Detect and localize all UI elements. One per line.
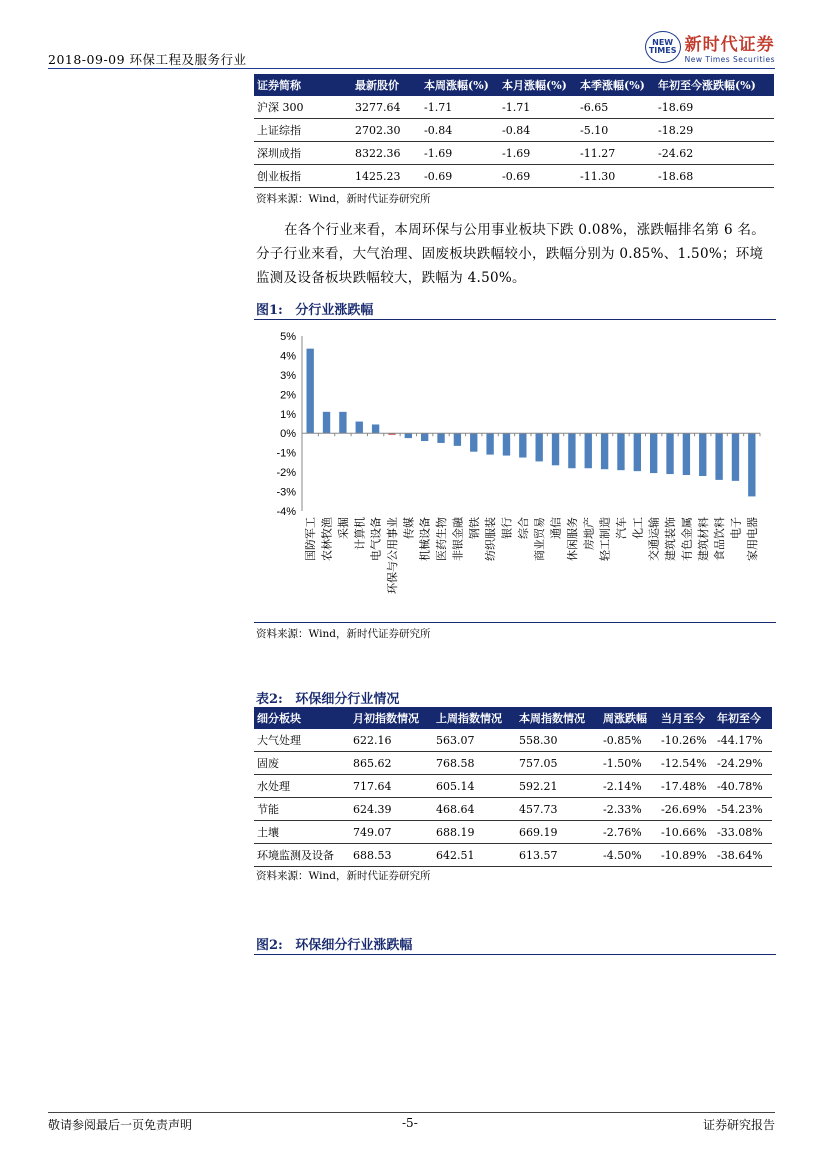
category-label: 电子 xyxy=(729,517,743,539)
page-number: -5- xyxy=(402,1116,418,1130)
bar xyxy=(748,433,755,496)
category-label: 食品饮料 xyxy=(713,517,727,561)
y-tick-label: 3% xyxy=(280,369,296,382)
sub-industry-cell: 749.07 xyxy=(350,821,433,844)
sub-industry-cell: -2.14% xyxy=(600,775,658,798)
bar xyxy=(666,433,673,474)
bar xyxy=(535,433,542,461)
index-cell: 上证综指 xyxy=(254,119,352,142)
sub-industry-cell: 563.07 xyxy=(433,729,516,752)
col-header: 本周涨幅(%) xyxy=(421,74,499,96)
sub-industry-cell: 水处理 xyxy=(254,775,350,798)
figure1-title-text: 分行业涨跌幅 xyxy=(295,303,374,318)
index-cell: 深圳成指 xyxy=(254,142,352,165)
figure1-rule xyxy=(254,319,776,320)
category-label: 国防军工 xyxy=(304,517,318,561)
category-label: 纺织服装 xyxy=(484,517,498,561)
category-label: 计算机 xyxy=(353,517,367,550)
category-label: 钢铁 xyxy=(467,517,481,539)
col-header: 当月至今 xyxy=(658,707,714,729)
category-label: 有色金属 xyxy=(680,517,694,561)
bar xyxy=(568,433,575,468)
col-header: 证券简称 xyxy=(254,74,352,96)
category-label: 非银金融 xyxy=(451,517,465,561)
bar xyxy=(519,433,526,457)
sub-industry-cell: -1.50% xyxy=(600,752,658,775)
sub-industry-cell: 605.14 xyxy=(433,775,516,798)
sub-industry-cell: -26.69% xyxy=(658,798,714,821)
category-label: 汽车 xyxy=(614,517,628,539)
category-label: 建筑材料 xyxy=(696,517,710,561)
bar xyxy=(552,433,559,465)
y-tick-label: 5% xyxy=(280,331,296,343)
header-title: 2018-09-09 环保工程及服务行业 xyxy=(48,52,247,67)
table-row xyxy=(254,821,772,844)
col-header: 本季涨幅(%) xyxy=(577,74,655,96)
sub-industry-cell: 592.21 xyxy=(516,775,600,798)
bar xyxy=(617,433,624,470)
sub-industry-cell: 613.57 xyxy=(516,844,600,867)
market-index-table xyxy=(254,74,774,188)
sub-industry-cell: -33.08% xyxy=(714,821,772,844)
body-paragraph: 在各个行业来看，本周环保与公用事业板块下跌 0.08%，涨跌幅排名第 6 名。分子行业来看，大气治理、固废板块跌幅较小，跌幅分别为 0.85%、1.50%；环境监测及设备板块跌幅较大，跌幅为 4.50%。 xyxy=(256,222,766,286)
bar xyxy=(323,412,330,433)
figure1-label: 图1: xyxy=(256,303,283,318)
category-label: 农林牧渔 xyxy=(320,517,334,561)
category-label: 机械设备 xyxy=(418,517,432,561)
y-tick-label: 2% xyxy=(280,389,296,402)
industry-change-chart xyxy=(256,322,776,620)
table-row xyxy=(254,844,772,867)
index-cell: -18.69 xyxy=(655,96,774,119)
table-row xyxy=(254,119,774,142)
bar xyxy=(732,433,739,481)
index-cell: 3277.64 xyxy=(352,96,421,119)
index-cell: 1425.23 xyxy=(352,165,421,188)
brand-logo xyxy=(645,30,775,64)
category-label: 房地产 xyxy=(582,517,596,550)
table-row xyxy=(254,752,772,775)
sub-industry-cell: -38.64% xyxy=(714,844,772,867)
col-header: 年初至今涨跌幅(%) xyxy=(655,74,774,96)
figure2-title xyxy=(256,934,412,953)
index-cell: -0.69 xyxy=(499,165,577,188)
y-tick-label: 0% xyxy=(280,428,296,441)
index-cell: -11.27 xyxy=(577,142,655,165)
sub-industry-cell: 624.39 xyxy=(350,798,433,821)
index-cell: -1.71 xyxy=(499,96,577,119)
sub-industry-cell: -40.78% xyxy=(714,775,772,798)
index-cell: -0.69 xyxy=(421,165,499,188)
category-label: 通信 xyxy=(549,517,563,539)
table-header-row xyxy=(254,707,772,729)
category-label: 建筑装饰 xyxy=(664,517,678,561)
sub-industry-cell: -0.85% xyxy=(600,729,658,752)
col-header: 本周指数情况 xyxy=(516,707,600,729)
bar xyxy=(601,433,608,469)
table2-title xyxy=(256,688,399,707)
table-header-row xyxy=(254,74,774,96)
sub-industry-cell: 622.16 xyxy=(350,729,433,752)
sub-industry-cell: 757.05 xyxy=(516,752,600,775)
table2-source: 资料来源：Wind，新时代证券研究所 xyxy=(256,870,431,882)
bar xyxy=(339,412,346,433)
sub-industry-cell: 717.64 xyxy=(350,775,433,798)
bar xyxy=(356,422,363,434)
bar xyxy=(486,433,493,454)
sub-industry-cell: 768.58 xyxy=(433,752,516,775)
sub-industry-cell: 688.19 xyxy=(433,821,516,844)
bar xyxy=(585,433,592,468)
table1-source: 资料来源：Wind，新时代证券研究所 xyxy=(256,193,431,205)
y-tick-label: -4% xyxy=(276,506,296,518)
sub-industry-cell: -2.76% xyxy=(600,821,658,844)
index-cell: -18.29 xyxy=(655,119,774,142)
sub-industry-cell: 土壤 xyxy=(254,821,350,844)
sub-industry-cell: -54.23% xyxy=(714,798,772,821)
col-header: 上周指数情况 xyxy=(433,707,516,729)
index-cell: -6.65 xyxy=(577,96,655,119)
footer-disclaimer: 敬请参阅最后一页免责声明 xyxy=(48,1118,193,1132)
footer-report-type: 证券研究报告 xyxy=(702,1118,775,1132)
table2-label: 表2: xyxy=(256,692,283,707)
category-label: 家用电器 xyxy=(745,517,759,561)
sub-industry-cell: 节能 xyxy=(254,798,350,821)
sub-industry-cell: -2.33% xyxy=(600,798,658,821)
category-label: 休闲服务 xyxy=(565,517,579,561)
figure2-rule xyxy=(254,954,776,955)
category-label: 环保与公用事业 xyxy=(385,517,399,594)
table-row xyxy=(254,775,772,798)
sub-industry-cell: 468.64 xyxy=(433,798,516,821)
index-cell: -1.71 xyxy=(421,96,499,119)
index-cell: -24.62 xyxy=(655,142,774,165)
figure2-label: 图2: xyxy=(256,938,283,953)
y-tick-label: 1% xyxy=(280,408,296,421)
index-cell: 2702.30 xyxy=(352,119,421,142)
index-cell: -5.10 xyxy=(577,119,655,142)
col-header: 月初指数情况 xyxy=(350,707,433,729)
sub-industry-cell: -12.54% xyxy=(658,752,714,775)
figure1-title xyxy=(256,299,373,318)
bar xyxy=(470,433,477,451)
bar xyxy=(405,433,412,438)
bar xyxy=(503,433,510,455)
sub-industry-cell: -44.17% xyxy=(714,729,772,752)
index-cell: 创业板指 xyxy=(254,165,352,188)
sub-industry-cell: -4.50% xyxy=(600,844,658,867)
sub-industry-cell: 457.73 xyxy=(516,798,600,821)
table-row xyxy=(254,729,772,752)
logo-name: 新时代证券 xyxy=(684,35,775,55)
index-cell: -0.84 xyxy=(421,119,499,142)
sub-industry-table xyxy=(254,707,772,867)
index-cell: -1.69 xyxy=(499,142,577,165)
category-label: 交通运输 xyxy=(647,517,661,561)
y-tick-label: -3% xyxy=(276,486,296,499)
col-header: 周涨跌幅 xyxy=(600,707,658,729)
category-label: 电气设备 xyxy=(369,517,383,561)
sub-industry-cell: -10.26% xyxy=(658,729,714,752)
y-tick-label: -2% xyxy=(276,467,296,480)
category-label: 医药生物 xyxy=(435,517,449,561)
category-label: 采掘 xyxy=(336,517,350,539)
category-label: 银行 xyxy=(500,517,514,539)
bar xyxy=(306,349,313,434)
category-label: 传媒 xyxy=(402,517,416,539)
index-cell: -18.68 xyxy=(655,165,774,188)
category-label: 化工 xyxy=(631,517,645,539)
figure1-bottom-rule xyxy=(254,622,776,623)
table-row xyxy=(254,96,774,119)
sub-industry-cell: 688.53 xyxy=(350,844,433,867)
sub-industry-cell: 大气处理 xyxy=(254,729,350,752)
sub-industry-cell: -17.48% xyxy=(658,775,714,798)
table-row xyxy=(254,165,774,188)
table2-title-text: 环保细分行业情况 xyxy=(295,692,400,707)
col-header: 细分板块 xyxy=(254,707,350,729)
bar xyxy=(715,433,722,480)
category-label: 轻工制造 xyxy=(598,517,612,561)
category-label: 综合 xyxy=(516,517,530,539)
y-tick-label: -1% xyxy=(276,447,296,460)
bar xyxy=(634,433,641,471)
bar xyxy=(683,433,690,475)
index-cell: -11.30 xyxy=(577,165,655,188)
table-row xyxy=(254,798,772,821)
bar xyxy=(372,424,379,433)
figure2-title-text: 环保细分行业涨跌幅 xyxy=(295,938,413,953)
table-row xyxy=(254,142,774,165)
sub-industry-cell: 642.51 xyxy=(433,844,516,867)
sub-industry-cell: -10.66% xyxy=(658,821,714,844)
sub-industry-cell: -10.89% xyxy=(658,844,714,867)
sub-industry-cell: 558.30 xyxy=(516,729,600,752)
col-header: 年初至今 xyxy=(714,707,772,729)
logo-english: New Times Securities xyxy=(684,55,775,64)
new-times-logo-icon: NEW TIMES xyxy=(645,31,681,63)
bar xyxy=(454,433,461,446)
figure1-source: 资料来源：Wind，新时代证券研究所 xyxy=(256,628,431,640)
sub-industry-cell: -24.29% xyxy=(714,752,772,775)
footer-divider xyxy=(48,1112,775,1113)
bar xyxy=(699,433,706,476)
header-divider xyxy=(48,68,775,69)
index-cell: -1.69 xyxy=(421,142,499,165)
y-tick-label: 4% xyxy=(280,350,296,363)
col-header: 本月涨幅(%) xyxy=(499,74,577,96)
sub-industry-cell: 环境监测及设备 xyxy=(254,844,350,867)
bar xyxy=(437,433,444,443)
category-label: 商业贸易 xyxy=(533,517,547,561)
bar xyxy=(421,433,428,441)
index-cell: -0.84 xyxy=(499,119,577,142)
sub-industry-cell: 固废 xyxy=(254,752,350,775)
index-cell: 沪深 300 xyxy=(254,96,352,119)
sub-industry-cell: 669.19 xyxy=(516,821,600,844)
bar xyxy=(650,433,657,473)
col-header: 最新股价 xyxy=(352,74,421,96)
sub-industry-cell: 865.62 xyxy=(350,752,433,775)
index-cell: 8322.36 xyxy=(352,142,421,165)
